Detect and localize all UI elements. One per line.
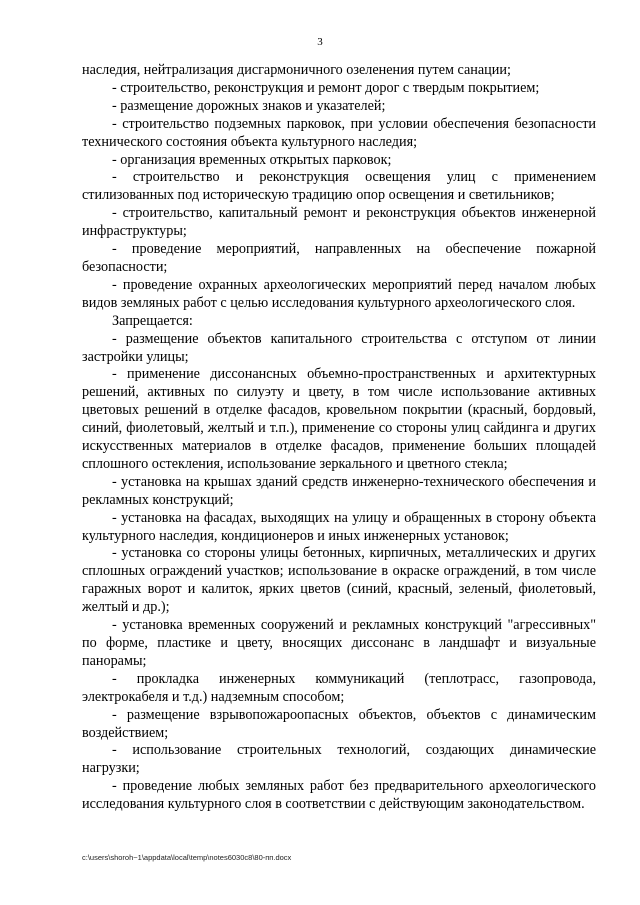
paragraph: - строительство и реконструкция освещения улиц с применением стилизованных под историческую традицию опор освещения и светильников; — [82, 169, 596, 204]
paragraph: - строительство, реконструкция и ремонт дорог с твердым покрытием; — [112, 79, 540, 96]
paragraph: - установка на крышах зданий средств инженерно-технического обеспечения и рекламных конструкций; — [82, 473, 596, 508]
paragraph: - установка на фасадах, выходящих на улицу и обращенных в сторону объекта культурного наследия, кондиционеров и иных инженерных установок; — [82, 509, 596, 544]
paragraph: - применение диссонансных объемно-пространственных и архитектурных решений, активных по силуэту и цвету, в том числе использование активных цветовых решений в отделке фасадов, кровельном покрытии (красный, бордовый, синий, фиолетовый, желтый и т.п.), применение со стороны улиц сайдинга и других искусственных материалов в отделке фасадов, применение больших площадей сплошного остекления, использование зеркального и цветного стекла; — [82, 366, 596, 472]
paragraph: Запрещается: — [112, 312, 193, 329]
paragraph: - прокладка инженерных коммуникаций (теплотрасс, газопровода, электрокабеля и т.д.) надземным способом; — [82, 670, 596, 705]
paragraph: - строительство, капитальный ремонт и реконструкция объектов инженерной инфраструктуры; — [82, 205, 596, 240]
footer-file-path: c:\users\shoroh~1\appdata\local\temp\notes6030c8\80-пп.docx — [82, 853, 292, 862]
paragraph: - использование строительных технологий, создающих динамические нагрузки; — [82, 742, 596, 777]
paragraph: - размещение объектов капитального строительства с отступом от линии застройки улицы; — [82, 330, 596, 365]
paragraph: - проведение мероприятий, направленных на обеспечение пожарной безопасности; — [82, 241, 596, 275]
paragraph: - проведение охранных археологических мероприятий перед началом любых видов земляных работ с целью исследования культурного археологического слоя. — [82, 276, 596, 311]
document-body — [82, 62, 596, 814]
paragraph: - размещение взрывопожароопасных объектов, объектов с динамическим воздействием; — [82, 706, 596, 741]
paragraph: - установка временных сооружений и рекламных конструкций "агрессивных" по форме, пластике и цвету, вносящих диссонанс в ландшафт и визуальные панорамы; — [82, 617, 596, 669]
paragraph: наследия, нейтрализация дисгармоничного озеленения путем санации; — [82, 62, 511, 78]
page-number: 3 — [317, 36, 323, 48]
paragraph: - строительство подземных парковок, при условии обеспечения безопасности технического состояния объекта культурного наследия; — [82, 115, 596, 150]
paragraph: - проведение любых земляных работ без предварительного археологического исследования культурного слоя в соответствии с действующим законодательством. — [82, 778, 596, 813]
paragraph: - установка со стороны улицы бетонных, кирпичных, металлических и других сплошных ограждений участков; использование в окраске ограждений, в том числе гаражных ворот и калиток, ярких цветов (синий, красный, зеленый, фиолетовый, желтый и др.); — [82, 545, 596, 616]
paragraph: - размещение дорожных знаков и указателей; — [112, 97, 386, 114]
paragraph: - организация временных открытых парковок; — [112, 151, 392, 168]
